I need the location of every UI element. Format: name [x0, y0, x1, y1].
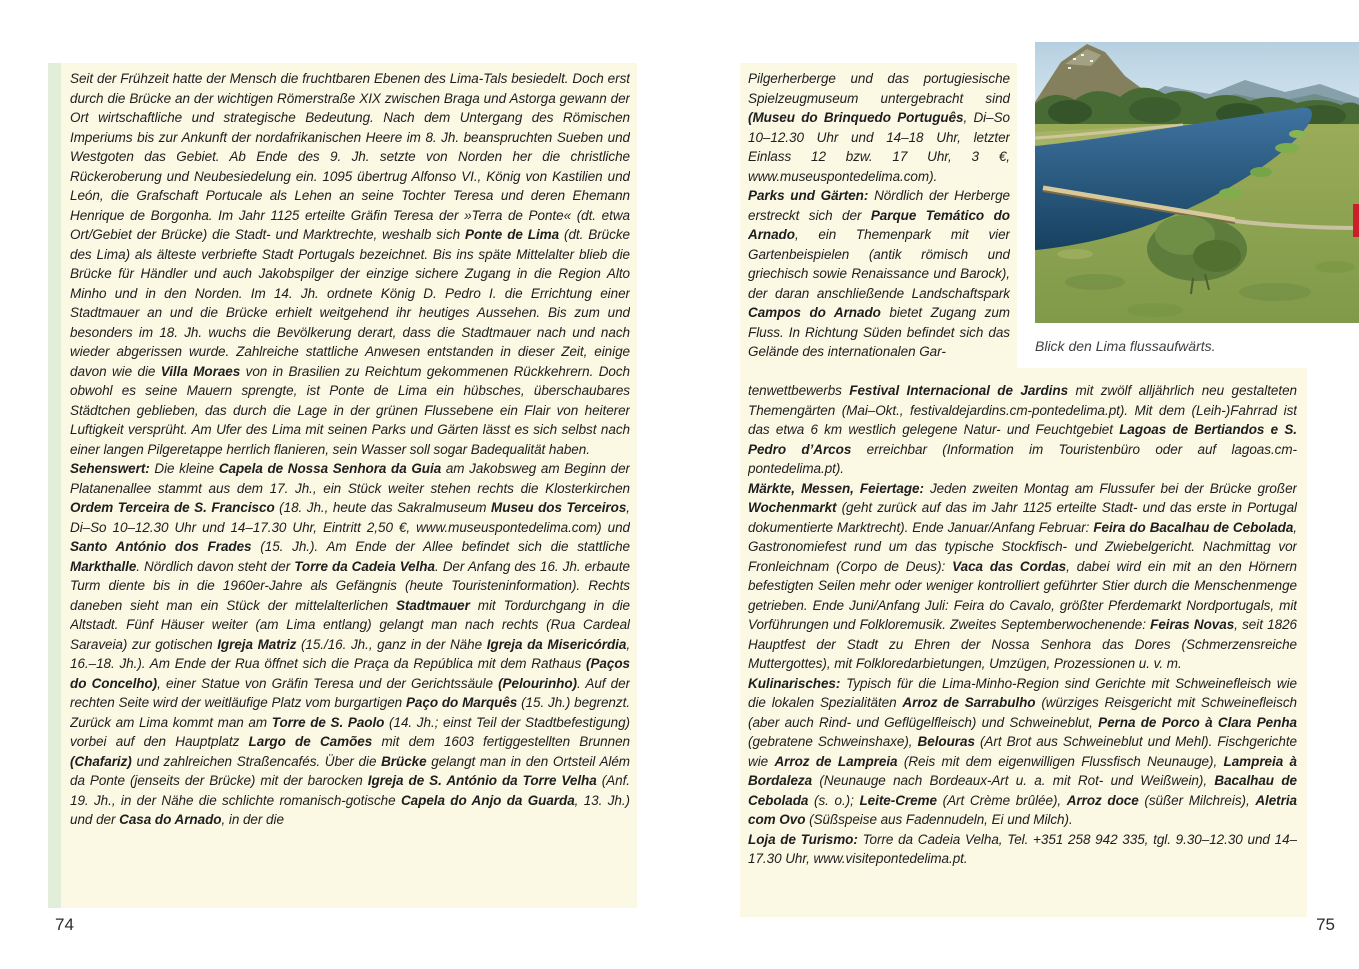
photo-caption: Blick den Lima flussaufwärts.	[1035, 338, 1216, 354]
right-page-number: 75	[1316, 915, 1335, 934]
left-page-body-text: Seit der Frühzeit hatte der Mensch die fruchtbaren Ebenen des Lima-Tals besiedelt. Doch erst durch die Brücke an der wichtigen Römerstraße XIX zwischen Braga und Astorga gewann der Ort wirtschaftliche und strategische Bedeutung. Nach dem Untergang des Römischen Imperiums bis zur Ankunft der nordafrikanischen Heere im 8. Jh. beanspruchten Sueben und Westgoten das Gebiet. Ab Ende des 9. Jh. setzte von Norden her die christliche Rückeroberung und Neubesiedelung ein. 1095 übertrug Alfonso VI., König von Kastilien und León, die Grafschaft Portucale als Lehen an seine Tochter Teresa und deren Ehemann Henrique de Borgonha. Im Jahr 1125 erteilte Gräfin Teresa der »Terra de Ponte« (dt. etwa Ort/Gebiet der Brücke) die Stadt- und Marktrechte, weshalb sich Ponte de Lima (dt. Brücke des Lima) als älteste verbriefte Stadt Portugals bezeichnet. Bis ins späte Mittelalter blieb die Brücke für Händler und auch Jakobspilger der einzige sichere Zugang in die Region Alto Minho und in den Norden. Im 14. Jh. ordnete König D. Pedro I. die Errichtung einer Stadtmauer an und die Brücke erhielt weitgehend ihr heutiges Aussehen. Bis zum und besonders im 18. Jh. wuchs die Bevölkerung derart, dass die Stadtmauer nach und nach wieder abgerissen wurde. Zahlreiche stattliche Anwesen entstanden in dieser Zeit, einige davon wie die Villa Moraes von in Brasilien zu Reichtum gekommenen Rückkehrern. Doch obwohl es seine Mauern sprengte, ist Ponte de Lima ein hübsches, überschaubares Städtchen geblieben, das durch die Lage in der grünen Flussebene ein Flair von heiterer Luftigkeit versprüht. Am Ufer des Lima mit seinen Parks und Gärten lässt es sich selbst nach einer langen Pilgeretappe herrlich flanieren, sein Wasser soll sogar Badequalität haben. Sehenswert: Die kleine Capela de Nossa Senhora da Guia am Jakobsweg am Beginn der Platanenallee stammt aus dem 17. Jh., ein Stück weiter stehen rechts die Klosterkirchen Ordem Terceira de S. Francisco (18. Jh., heute das Sakralmuseum Museu dos Terceiros, Di–So 10–12.30 Uhr und 14–17.30 Uhr, Eintritt 2,50 €, www.museuspontedelima.com) und Santo António dos Frades (15. Jh.). Am Ende der Allee befindet sich die stattliche Markthalle. Nördlich davon steht der Torre da Cadeia Velha. Der Anfang des 16. Jh. erbaute Turm diente bis in die 1960er-Jahre als Gefängnis (heute Touristeninformation). Rechts daneben sieht man ein Stück der mittelalterlichen Stadtmauer mit Tordurchgang in die Altstadt. Fünf Häuser weiter (am Lima entlang) gelangt man nach rechts (Rua Cardeal Saraveia) zur gotischen Igreja Matriz (15./16. Jh., ganz in der Nähe Igreja da Misericórdia, 16.–18. Jh.). Am Ende der Rua öffnet sich die Praça da República mit dem Rathaus (Paços do Concelho), einer Statue von Gräfin Teresa und der Gerichtssäule (Pelourinho). Auf der rechten Seite wird der weitläufige Platz vom burgartigen Paço do Marquês (15. Jh.) begrenzt. Zurück am Lima kommt man am Torre de S. Paolo (14. Jh.; einst Teil der Stadtbefestigung) vorbei auf den Hauptplatz Largo de Camões mit dem 1603 fertiggestellten Brunnen (Chafariz) und zahlreichen Straßencafés. Über die Brücke gelangt man in den Ortsteil Além da Ponte (jenseits der Brücke) mit der barocken Igreja de S. António da Torre Velha (Anf. 19. Jh., in der Nähe die schlichte romanisch-gotische Capela do Anjo da Guarda, 13. Jh.) und der Casa do Arnado, in der die	[70, 71, 630, 827]
right-page-column-text: Pilgerherberge und das portugiesische Spielzeugmuseum untergebracht sind (Museu do Brinquedo Português, Di–So 10–12.30 Uhr und 14–18 Uhr, letzter Einlass 12 bzw. 17 Uhr, 3 €, www.museuspontedelima.com). Parks und Gärten: Nördlich der Herberge erstreckt sich der Parque Temático do Arnado, ein Themenpark mit vier Gartenbeispielen (antik römisch und griechisch sowie Renaissance und Barock), der daran anschließende Landschaftspark Campos do Arnado bietet Zugang zum Fluss. In Richtung Süden befindet sich das Gelände des internationalen Gar-	[748, 71, 1010, 359]
lima-river-photo	[1035, 42, 1359, 323]
left-page-edge-strip	[48, 63, 61, 908]
river-landscape-illustration	[1035, 42, 1359, 323]
left-page-number: 74	[55, 915, 74, 934]
chapter-edge-tab	[1353, 204, 1359, 237]
right-page-fullwidth-text: tenwettbewerbs Festival Internacional de Jardins mit zwölf alljährlich neu gestalteten Themengärten (Mai–Okt., festivaldejardins.cm-pontedelima.pt). Mit dem (Leih-)Fahrrad ist das etwa 6 km westlich gelegene Natur- und Feuchtgebiet Lagoas de Bertiandos e S. Pedro d’Arcos erreichbar (Information im Touristenbüro oder auf lagoas.cm-pontedelima.pt). Märkte, Messen, Feiertage: Jeden zweiten Montag am Flussufer bei der Brücke großer Wochenmarkt (geht zurück auf das im Jahr 1125 erteilte Stadt- und das erste in Portugal dokumentierte Marktrecht). Ende Januar/Anfang Februar: Feira do Bacalhau de Cebolada, Gastronomiefest rund um das typische Stockfisch- und Zwiebelgericht. Nachmittag vor Fronleichnam (Corpo de Deus): Vaca das Cordas, dabei wird ein mit an den Hörnern befestigten Seilen mehr oder weniger kontrolliert geführter Stier durch die Menschenmenge getrieben. Ende Juni/Anfang Juli: Feira do Cavalo, größter Pferdemarkt Nordportugals, mit Vorführungen und Folkloremusik. Zweites Septemberwochenende: Feiras Novas, seit 1826 Hauptfest der Stadt zu Ehren der Nossa Senhora das Dores (Schmerzensreiche Muttergottes), mit Folkloredarbietungen, Umzügen, Prozessionen u. v. m. Kulinarisches: Typisch für die Lima-Minho-Region sind Gerichte mit Schweinefleisch wie die lokalen Spezialitäten Arroz de Sarrabulho (würziges Reisgericht mit Schweinefleisch (aber auch Rind- und Geflügelfleisch) und Schweineblut, Perna de Porco à Clara Penha (gebratene Schweinshaxe), Belouras (Art Brot aus Schweineblut und Mehl). Fischgerichte wie Arroz de Lampreia (Reis mit dem eigenwilligen Flussfisch Neunauge), Lampreia à Bordaleza (Neunauge nach Bordeaux-Art u. a. mit Rot- und Weißwein), Bacalhau de Cebolada (s. o.); Leite-Creme (Art Crème brûlée), Arroz doce (süßer Milchreis), Aletria com Ovo (Süßspeise aus Fadennudeln, Ei und Milch). Loja de Turismo: Torre da Cadeia Velha, Tel. +351 258 942 335, tgl. 9.30–12.30 und 14–17.30 Uhr, www.visitepontedelima.pt.	[748, 383, 1297, 866]
